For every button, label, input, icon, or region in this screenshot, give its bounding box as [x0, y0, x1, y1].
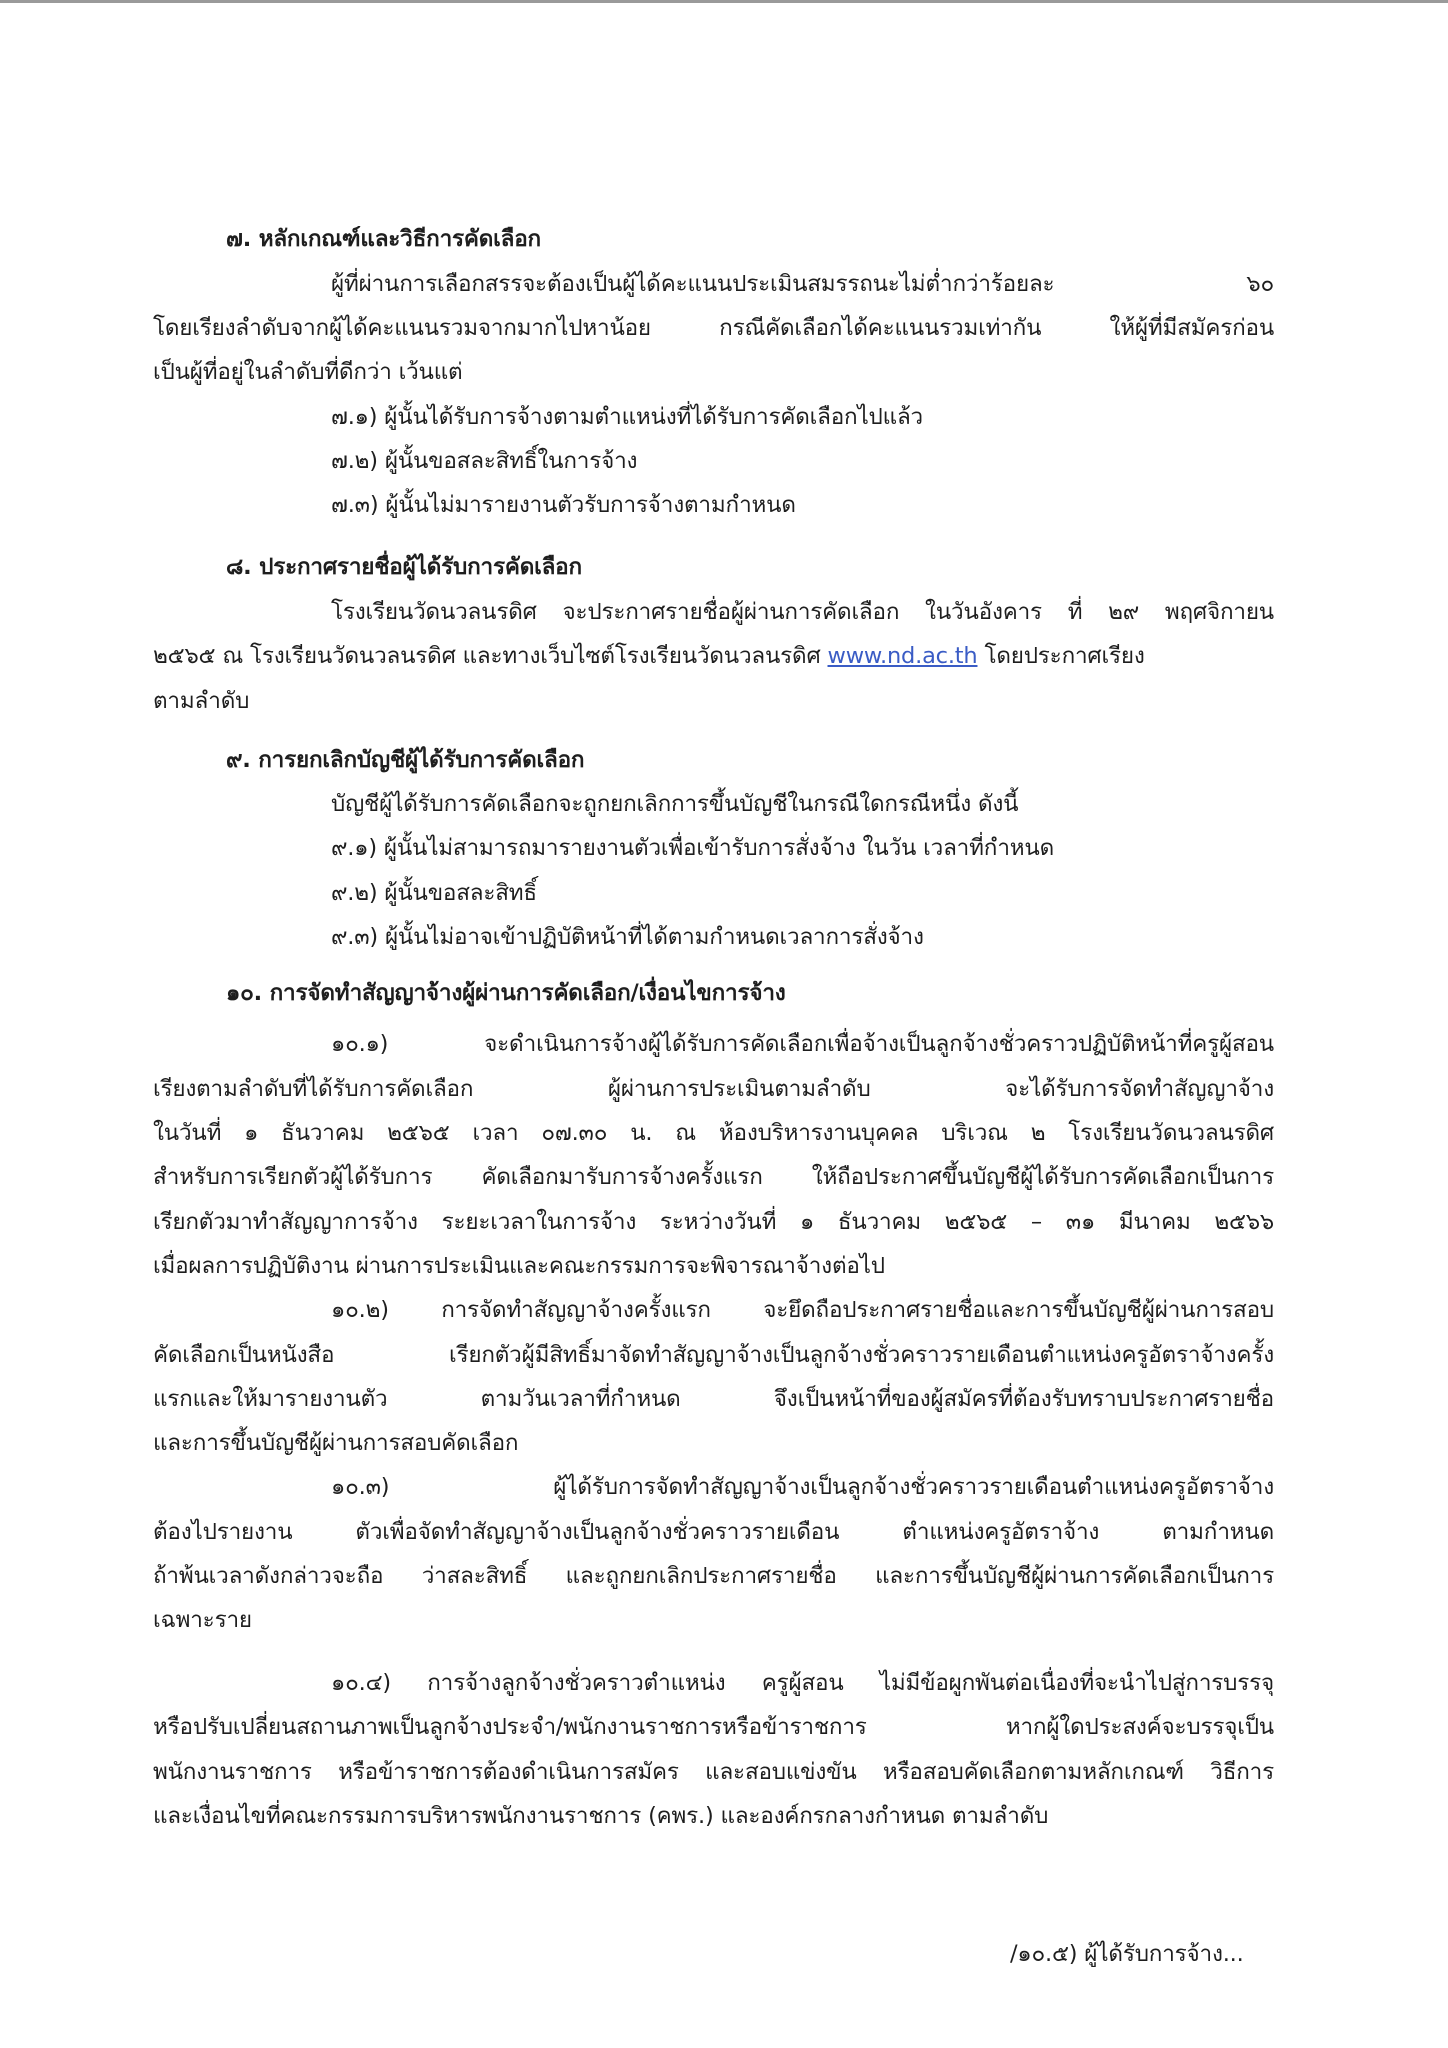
- section-7-paragraph-line: เป็นผู้ที่อยู่ในลำดับที่ดีกว่า เว้นแต่: [153, 359, 463, 385]
- section-7-item: ๗.๒) ผู้นั้นขอสละสิทธิ์ในการจ้าง: [331, 448, 638, 474]
- section-9-item: ๙.๒) ผู้นั้นขอสละสิทธิ์: [331, 880, 537, 906]
- section-10-1-line: เมื่อผลการปฏิบัติงาน ผ่านการประเมินและคณะกรรมการจะพิจารณาจ้างต่อไป: [153, 1253, 885, 1279]
- section-8-paragraph-line: [153, 639, 1274, 673]
- section-10-3-line: ๑๐.๓) ผู้ได้รับการจัดทำสัญญาจ้างเป็นลูกจ้างชั่วคราวรายเดือนตำแหน่งครูอัตราจ้าง: [331, 1474, 1274, 1500]
- section-8-text: โดยประกาศเรียง: [984, 643, 1145, 669]
- section-7-item: ๗.๓) ผู้นั้นไม่มารายงานตัวรับการจ้างตามกำหนด: [331, 492, 796, 518]
- section-10-4-line: และเงื่อนไขที่คณะกรรมการบริหารพนักงานราชการ (คพร.) และองค์กรกลางกำหนด ตามลำดับ: [153, 1803, 1049, 1829]
- section-10-1-line: สำหรับการเรียกตัวผู้ได้รับการ คัดเลือกมารับการจ้างครั้งแรก ให้ถือประกาศขึ้นบัญชีผู้ได้รับการคัดเลือกเป็นการ: [153, 1164, 1274, 1190]
- school-website-link[interactable]: www.nd.ac.th: [827, 643, 978, 669]
- section-8-heading: ๘. ประกาศรายชื่อผู้ได้รับการคัดเลือก: [226, 554, 582, 580]
- section-8-paragraph-line: โรงเรียนวัดนวลนรดิศ จะประกาศรายชื่อผู้ผ่านการคัดเลือก ในวันอังคาร ที่ ๒๙ พฤศจิกายน: [331, 599, 1274, 625]
- section-10-2-line: และการขึ้นบัญชีผู้ผ่านการสอบคัดเลือก: [153, 1430, 519, 1456]
- section-9-item: ๙.๑) ผู้นั้นไม่สามารถมารายงานตัวเพื่อเข้ารับการสั่งจ้าง ในวัน เวลาที่กำหนด: [331, 835, 1055, 861]
- section-10-1-line: เรียงตามลำดับที่ได้รับการคัดเลือก ผู้ผ่านการประเมินตามลำดับ จะได้รับการจัดทำสัญญาจ้าง: [153, 1076, 1274, 1102]
- section-10-1-line: ๑๐.๑) จะดำเนินการจ้างผู้ได้รับการคัดเลือกเพื่อจ้างเป็นลูกจ้างชั่วคราวปฏิบัติหน้าที่ครูผู้สอน: [331, 1031, 1274, 1057]
- section-10-3-line: ต้องไปรายงาน ตัวเพื่อจัดทำสัญญาจ้างเป็นลูกจ้างชั่วคราวรายเดือน ตำแหน่งครูอัตราจ้าง ตามกำหนด: [153, 1519, 1274, 1545]
- continuation-footer: /๑๐.๕) ผู้ได้รับการจ้าง...: [1010, 1941, 1244, 1967]
- section-10-heading: ๑๐. การจัดทำสัญญาจ้างผู้ผ่านการคัดเลือก/เงื่อนไขการจ้าง: [226, 980, 786, 1006]
- section-10-4-line: ๑๐.๔) การจ้างลูกจ้างชั่วคราวตำแหน่ง ครูผู้สอน ไม่มีข้อผูกพันต่อเนื่องที่จะนำไปสู่การบรรจุ: [331, 1670, 1274, 1696]
- section-10-1-line: ในวันที่ ๑ ธันวาคม ๒๕๖๕ เวลา ๐๗.๓๐ น. ณ ห้องบริหารงานบุคคล บริเวณ ๒ โรงเรียนวัดนวลนรดิศ: [153, 1120, 1274, 1146]
- section-10-2-line: แรกและให้มารายงานตัว ตามวันเวลาที่กำหนด จึงเป็นหน้าที่ของผู้สมัครที่ต้องรับทราบประกาศรายชื่อ: [153, 1386, 1274, 1412]
- section-10-3-line: เฉพาะราย: [153, 1607, 252, 1633]
- section-10-1-line: เรียกตัวมาทำสัญญาการจ้าง ระยะเวลาในการจ้าง ระหว่างวันที่ ๑ ธันวาคม ๒๕๖๕ – ๓๑ มีนาคม ๒๕๖๖: [153, 1209, 1274, 1235]
- section-10-2-line: คัดเลือกเป็นหนังสือ เรียกตัวผู้มีสิทธิ์มาจัดทำสัญญาจ้างเป็นลูกจ้างชั่วคราวรายเดือนตำแหน่งครูอัตราจ้างครั้ง: [153, 1342, 1274, 1368]
- section-9-heading: ๙. การยกเลิกบัญชีผู้ได้รับการคัดเลือก: [226, 747, 585, 773]
- section-8-text: ๒๕๖๕ ณ โรงเรียนวัดนวลนรดิศ และทางเว็บไซต์โรงเรียนวัดนวลนรดิศ: [153, 643, 821, 669]
- section-7-paragraph-line: ผู้ที่ผ่านการเลือกสรรจะต้องเป็นผู้ได้คะแนนประเมินสมรรถนะไม่ต่ำกว่าร้อยละ ๖๐: [331, 271, 1274, 297]
- section-10-2-line: ๑๐.๒) การจัดทำสัญญาจ้างครั้งแรก จะยึดถือประกาศรายชื่อและการขึ้นบัญชีผู้ผ่านการสอบ: [331, 1297, 1274, 1323]
- section-9-item: ๙.๓) ผู้นั้นไม่อาจเข้าปฏิบัติหน้าที่ได้ตามกำหนดเวลาการสั่งจ้าง: [331, 924, 924, 950]
- section-7-paragraph-line: โดยเรียงลำดับจากผู้ได้คะแนนรวมจากมากไปหาน้อย กรณีคัดเลือกได้คะแนนรวมเท่ากัน ให้ผู้ที่มีสมัครก่อน: [153, 315, 1274, 341]
- section-7-heading: ๗. หลักเกณฑ์และวิธีการคัดเลือก: [226, 226, 541, 252]
- section-8-paragraph-line: ตามลำดับ: [153, 688, 250, 714]
- section-9-intro: บัญชีผู้ได้รับการคัดเลือกจะถูกยกเลิกการขึ้นบัญชีในกรณีใดกรณีหนึ่ง ดังนี้: [331, 791, 1019, 817]
- section-7-item: ๗.๑) ผู้นั้นได้รับการจ้างตามตำแหน่งที่ได้รับการคัดเลือกไปแล้ว: [331, 404, 923, 430]
- section-10-3-line: ถ้าพ้นเวลาดังกล่าวจะถือ ว่าสละสิทธิ์ และถูกยกเลิกประกาศรายชื่อ และการขึ้นบัญชีผู้ผ่านการคัดเลือกเป็นการ: [153, 1563, 1274, 1589]
- section-10-4-line: พนักงานราชการ หรือข้าราชการต้องดำเนินการสมัคร และสอบแข่งขัน หรือสอบคัดเลือกตามหลักเกณฑ์ วิธีการ: [153, 1759, 1274, 1785]
- section-10-4-line: หรือปรับเปลี่ยนสถานภาพเป็นลูกจ้างประจำ/พนักงานราชการหรือข้าราชการ หากผู้ใดประสงค์จะบรรจุเป็น: [153, 1714, 1274, 1740]
